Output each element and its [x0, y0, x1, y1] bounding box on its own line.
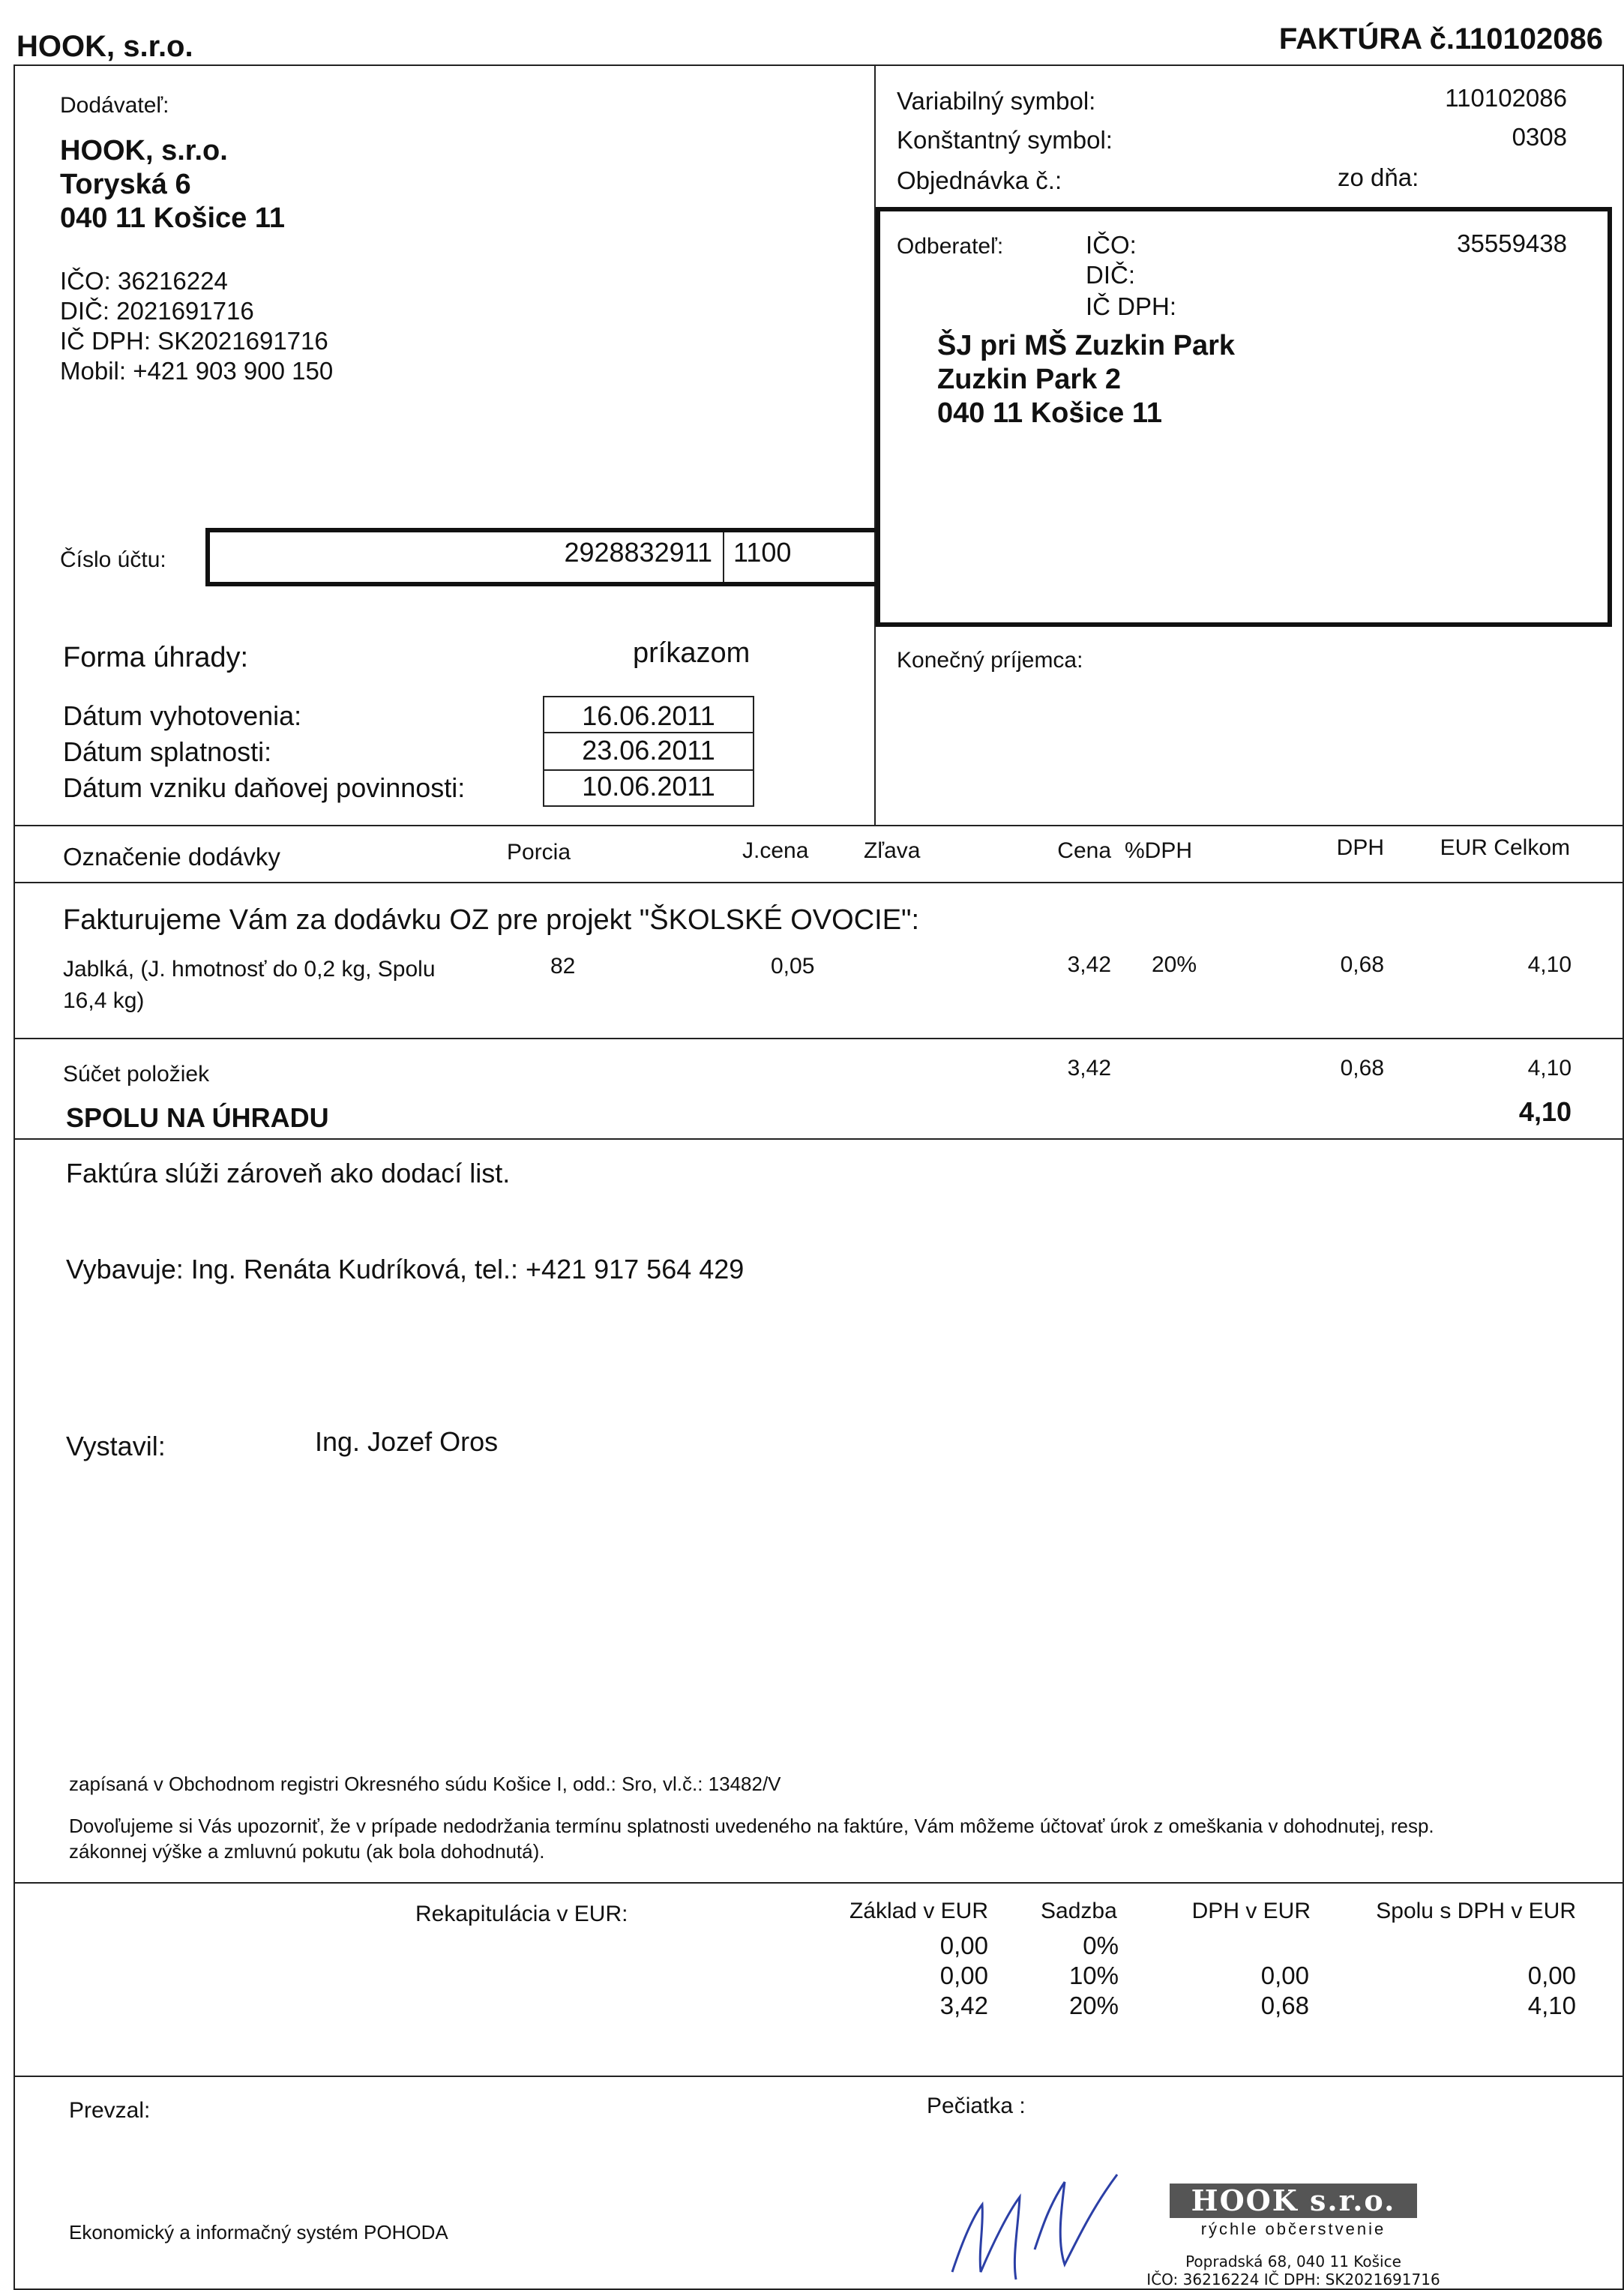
recap-rate-header: Sadzba — [1041, 1899, 1117, 1923]
order-label: Objednávka č.: — [897, 166, 1062, 194]
recap-title: Rekapitulácia v EUR: — [415, 1902, 628, 1926]
due-date-value: 23.06.2011 — [582, 735, 715, 766]
customer-ico-label: IČO: — [1086, 231, 1137, 259]
issue-date-label: Dátum vyhotovenia: — [63, 700, 302, 731]
grand-total-label: SPOLU NA ÚHRADU — [66, 1102, 329, 1133]
item-unit-price: 0,05 — [771, 954, 815, 979]
issued-by-label: Vystavil: — [66, 1431, 166, 1461]
item-description-line1: Jablká, (J. hmotnosť do 0,2 kg, Spolu — [63, 957, 436, 982]
constant-symbol-value: 0308 — [1512, 123, 1567, 151]
system-note: Ekonomický a informačný systém POHODA — [69, 2221, 448, 2244]
recap-vat: 0,68 — [1260, 1992, 1309, 2019]
stamp-logo: HOOK s.r.o. — [1170, 2184, 1417, 2218]
supplier-ico: IČO: 36216224 — [60, 267, 228, 295]
recap-rate: 20% — [1068, 1992, 1119, 2019]
customer-dic-label: DIČ: — [1086, 261, 1135, 289]
customer-ico-value: 35559438 — [1457, 229, 1567, 257]
item-description-line2: 16,4 kg) — [63, 988, 145, 1013]
item-price: 3,42 — [1067, 952, 1111, 977]
supplier-ic-dph: IČ DPH: SK2021691716 — [60, 327, 328, 355]
item-vat: 0,68 — [1340, 952, 1384, 977]
customer-ic-dph-label: IČ DPH: — [1086, 292, 1177, 320]
recap-total: 4,10 — [1527, 1992, 1576, 2019]
col-vat-rate-header: %DPH — [1125, 838, 1193, 863]
sum-total: 4,10 — [1527, 1056, 1572, 1081]
order-date-label: zo dňa: — [1338, 163, 1419, 191]
company-stamp — [1146, 2184, 1440, 2289]
handler-info: Vybavuje: Ing. Renáta Kudríková, tel.: +421 917 564 429 — [66, 1254, 745, 1284]
recap-rate: 10% — [1068, 1962, 1119, 1989]
col-description-header: Označenie dodávky — [63, 843, 280, 871]
account-number: 2928832911 — [564, 537, 712, 568]
bank-code: 1100 — [733, 537, 792, 568]
variable-symbol-value: 110102086 — [1445, 84, 1567, 112]
items-intro: Fakturujeme Vám za dodávku OZ pre projekt "ŠKOLSKÉ OVOCIE": — [63, 904, 920, 936]
constant-symbol-label: Konštantný symbol: — [897, 126, 1113, 154]
stamp-ids: IČO: 36216224 IČ DPH: SK2021691716 — [1146, 2271, 1440, 2289]
warning-line-1: Dovoľujeme si Vás upozorniť, že v prípade nedodržania termínu splatnosti uvedeného na faktúre, Vám môžeme účtovať úrok z omeškania v dohodnutej, resp. — [69, 1815, 1434, 1837]
due-date-label: Dátum splatnosti: — [63, 736, 272, 767]
delivery-note: Faktúra slúži zároveň ako dodací list. — [66, 1158, 511, 1188]
customer-city: 040 11 Košice 11 — [937, 397, 1163, 429]
supplier-street: Toryská 6 — [60, 169, 191, 200]
tax-date-label: Dátum vzniku daňovej povinnosti: — [63, 772, 466, 803]
sum-vat: 0,68 — [1340, 1056, 1384, 1081]
customer-label: Odberateľ: — [897, 234, 1004, 259]
signature — [937, 2160, 1147, 2287]
sum-price: 3,42 — [1067, 1056, 1111, 1081]
recap-vat: 0,00 — [1260, 1962, 1309, 1989]
col-price-header: Cena — [1057, 838, 1111, 863]
tax-date-value: 10.06.2011 — [582, 771, 715, 802]
grand-total-value: 4,10 — [1518, 1096, 1572, 1127]
recap-vat-header: DPH v EUR — [1191, 1899, 1311, 1923]
supplier-label: Dodávateľ: — [60, 93, 169, 118]
recap-rate: 0% — [1083, 1932, 1119, 1959]
issued-by-name: Ing. Jozef Oros — [315, 1426, 499, 1457]
supplier-city: 040 11 Košice 11 — [60, 202, 286, 234]
supplier-name: HOOK, s.r.o. — [60, 135, 228, 166]
account-label: Číslo účtu: — [60, 547, 166, 572]
variable-symbol-label: Variabilný symbol: — [897, 87, 1096, 115]
payment-method-value: príkazom — [633, 637, 751, 669]
recap-total-header: Spolu s DPH v EUR — [1376, 1899, 1576, 1923]
customer-street: Zuzkin Park 2 — [937, 364, 1121, 395]
sum-label: Súčet položiek — [63, 1062, 210, 1087]
stamp-address: Popradská 68, 040 11 Košice — [1185, 2253, 1401, 2271]
supplier-mobile: Mobil: +421 903 900 150 — [60, 357, 334, 385]
col-portion-header: Porcia — [507, 840, 571, 865]
final-recipient-label: Konečný príjemca: — [897, 648, 1083, 673]
invoice-title: FAKTÚRA č.110102086 — [1278, 22, 1603, 55]
customer-name: ŠJ pri MŠ Zuzkin Park — [937, 330, 1235, 361]
warning-line-2: zákonnej výške a zmluvnú pokutu (ak bola dohodnutá). — [69, 1840, 545, 1863]
account-divider — [723, 532, 724, 582]
item-portion: 82 — [550, 954, 576, 979]
supplier-dic: DIČ: 2021691716 — [60, 297, 254, 325]
recap-base: 3,42 — [939, 1992, 988, 2019]
recap-base-header: Základ v EUR — [849, 1899, 988, 1923]
col-total-header: EUR Celkom — [1440, 835, 1570, 860]
col-discount-header: Zľava — [864, 838, 921, 863]
issue-date-value: 16.06.2011 — [582, 700, 715, 731]
stamp-label: Pečiatka : — [927, 2094, 1026, 2118]
payment-method-label: Forma úhrady: — [63, 642, 249, 673]
item-vat-rate: 20% — [1152, 952, 1197, 977]
stamp-subtitle: rýchle občerstvenie — [1200, 2220, 1386, 2238]
recap-base: 0,00 — [939, 1932, 988, 1959]
received-label: Prevzal: — [69, 2098, 151, 2123]
recap-base: 0,00 — [939, 1962, 988, 1989]
item-total: 4,10 — [1527, 952, 1572, 977]
col-vat-header: DPH — [1336, 835, 1384, 860]
registry-note: zapísaná v Obchodnom registri Okresného súdu Košice I, odd.: Sro, vl.č.: 13482/V — [69, 1773, 781, 1795]
company-name-header: HOOK, s.r.o. — [16, 30, 193, 63]
recap-total: 0,00 — [1527, 1962, 1576, 1989]
col-unit-price-header: J.cena — [742, 838, 809, 863]
